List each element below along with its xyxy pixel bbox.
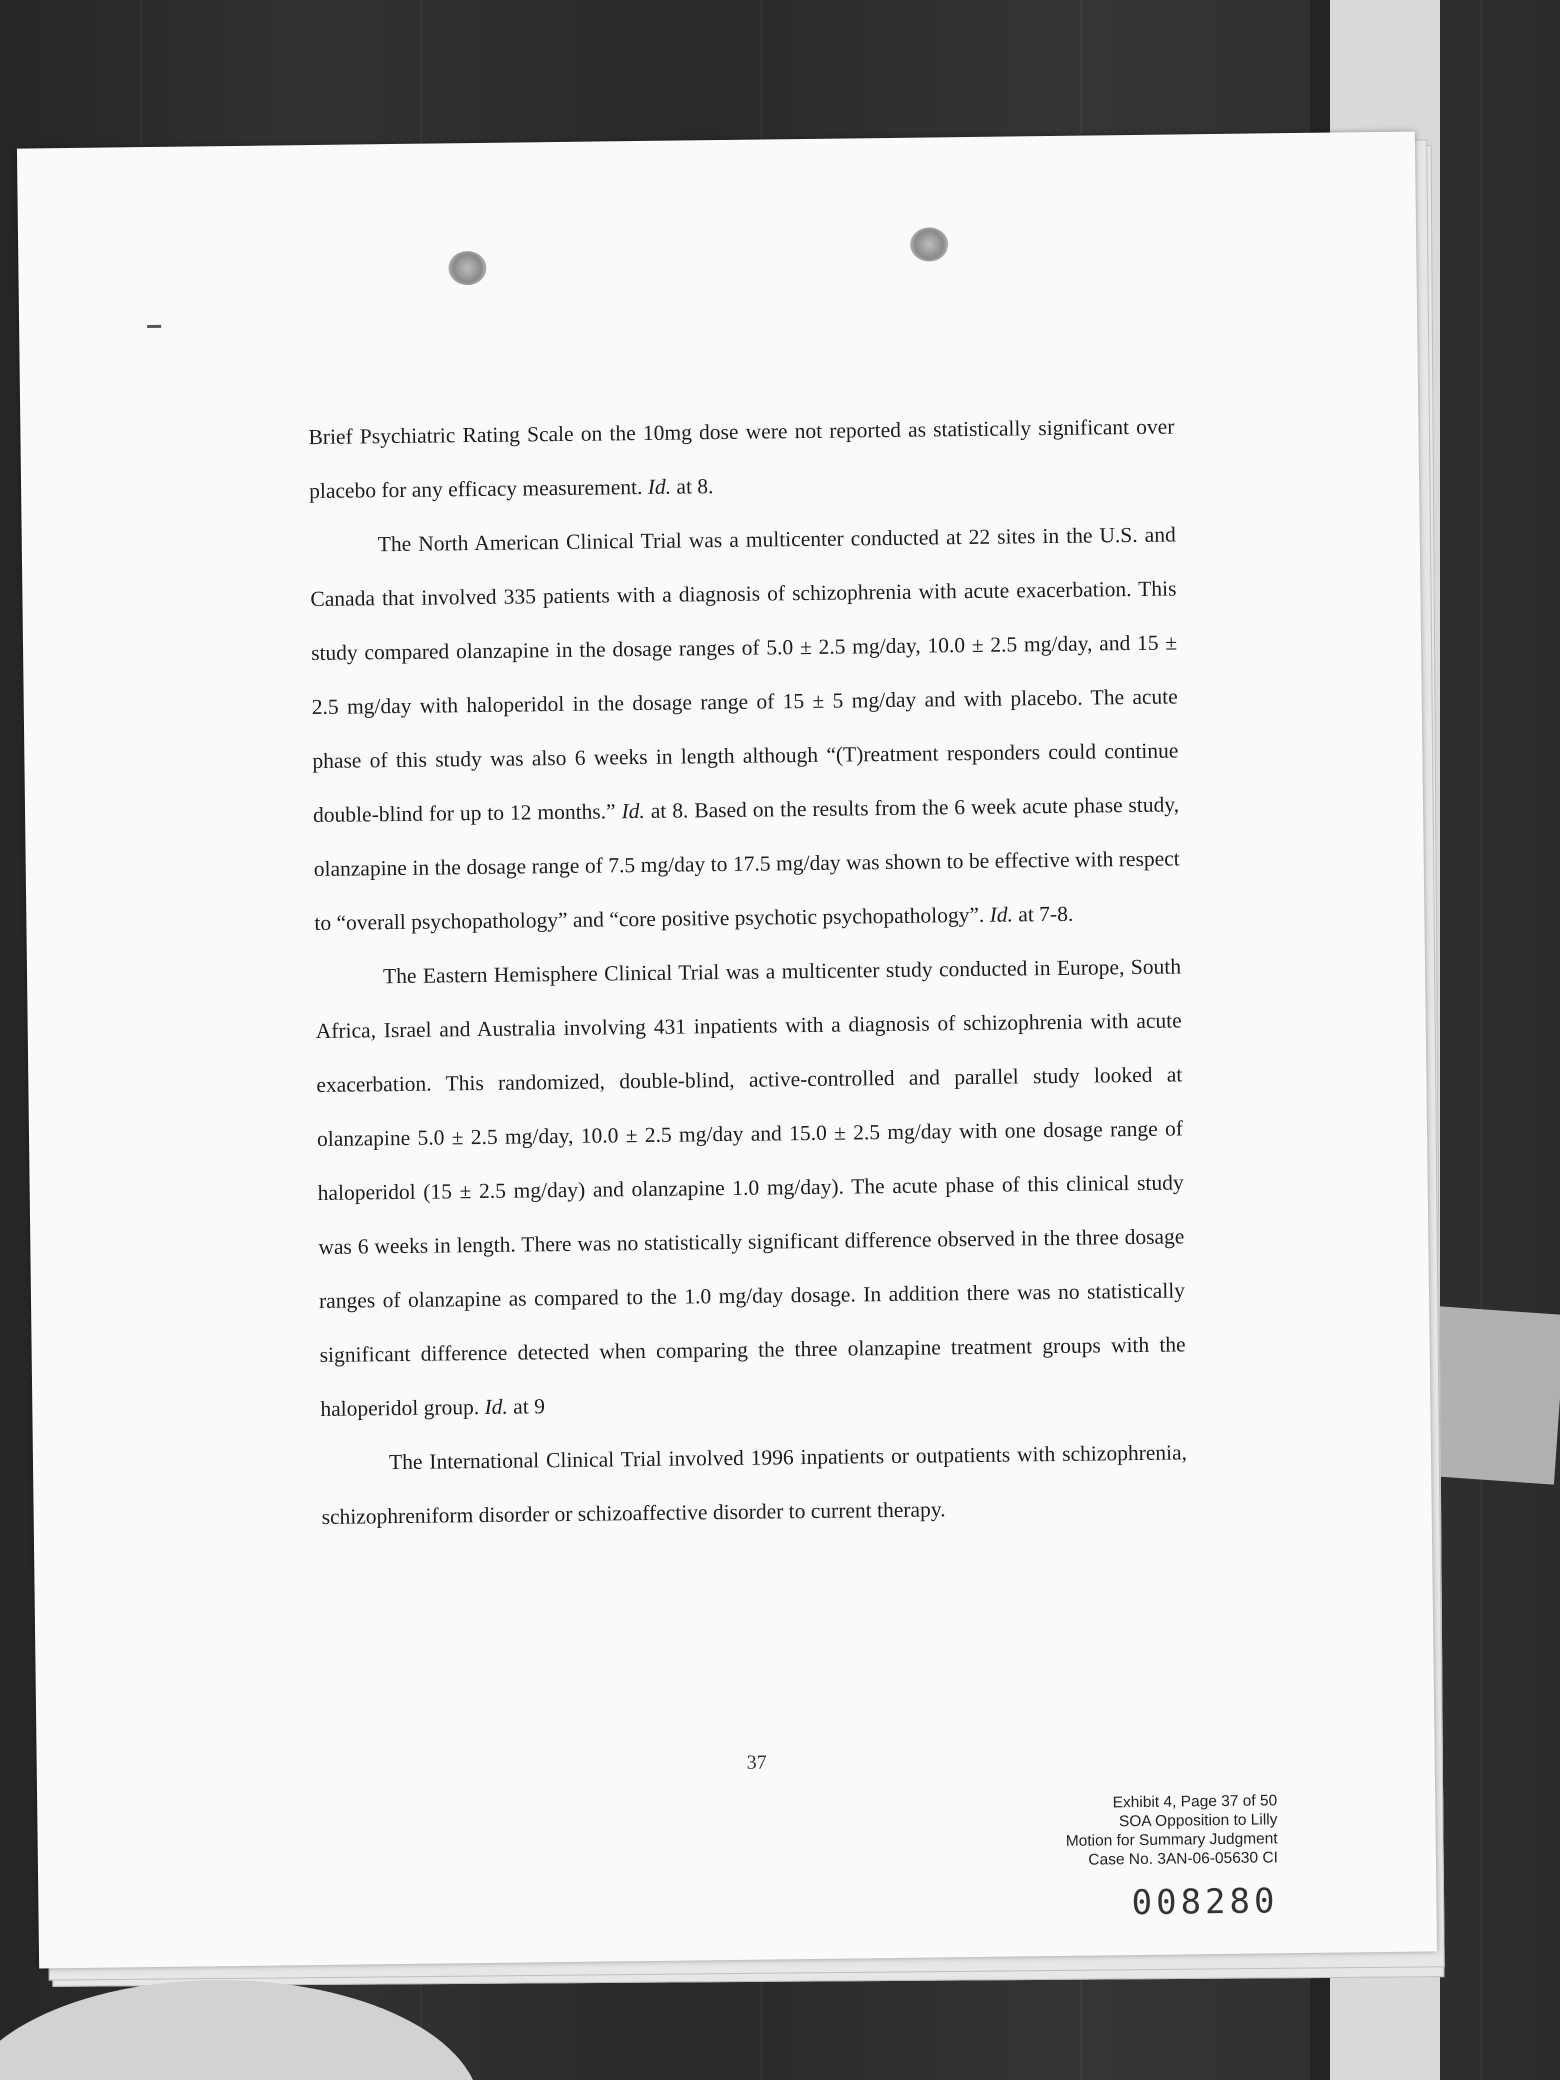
paragraph-text: at 9: [507, 1394, 546, 1419]
exhibit-line: Exhibit 4, Page 37 of 50: [1112, 1792, 1278, 1812]
paragraph-text: The Eastern Hemisphere Clinical Trial was a multicenter study conducted in Europe, South Africa, Israel and Australia involving 431 inpatients with a diagnosis of schizophrenia with acute exacerbation. This randomized, double-blind, active-controlled and parallel study looked at olanzapine 5.0 ± 2.5 mg/day, 10.0 ± 2.5 mg/day and 15.0 ± 2.5 mg/day with one dosage range of haloperidol (15 ± 2.5 mg/day) and olanzapine 1.0 mg/day). The acute phase of this clinical study was 6 weeks in length. There was no statistically significant difference observed in the three dosage ranges of olanzapine as compared to the 1.0 mg/day dosage. In addition there was no statistically significant difference detected when comparing the three olanzapine treatment groups with the haloperidol group.: [315, 954, 1186, 1421]
paragraph: [315, 939, 1187, 1436]
exhibit-line: Motion for Summary Judgment: [1065, 1830, 1278, 1850]
paragraph-text: at 8. Based on the results from the 6 week acute phase study, olanzapine in the dosage range of 7.5 mg/day to 17.5 mg/day was shown to be effective with respect to “overall psychopathology” and “core positive psychotic psychopathology”.: [313, 792, 1180, 936]
paragraph-text: The North American Clinical Trial was a multicenter conducted at 22 sites in the U.S. and Canada that involved 335 patients with a diagnosis of schizophrenia with acute exacerbation. This study compared olanzapine in the dosage ranges of 5.0 ± 2.5 mg/day, 10.0 ± 2.5 mg/day, and 15 ± 2.5 mg/day with haloperidol in the dosage range of 15 ± 5 mg/day and with placebo. The acute phase of this study was also 6 weeks in length although “(T)reatment responders could continue double-blind for up to 12 months.”: [310, 522, 1179, 828]
exhibit-line: SOA Opposition to Lilly: [1118, 1811, 1278, 1831]
body-text: [308, 399, 1188, 1543]
citation-text: Id.: [989, 902, 1014, 927]
paragraph-text: at 8.: [670, 474, 714, 499]
margin-mark: [147, 325, 161, 328]
document-page: [17, 132, 1437, 1969]
page-number: 37: [746, 1751, 767, 1774]
wood-grain: [1480, 0, 1482, 2080]
paragraph: [321, 1425, 1188, 1544]
punch-hole: [448, 251, 486, 285]
exhibit-line: Case No. 3AN-06-05630 CI: [1088, 1849, 1279, 1869]
paragraph: [309, 507, 1180, 950]
bates-number: 008280: [1131, 1881, 1279, 1924]
citation-text: Id.: [621, 798, 646, 824]
punch-hole: [910, 227, 948, 261]
citation-text: Id.: [484, 1394, 508, 1419]
paragraph: [308, 399, 1175, 518]
paragraph-text: Brief Psychiatric Rating Scale on the 10mg dose were not reported as statistically significant over placebo for any efficacy measurement.: [308, 414, 1175, 504]
lamp-object: [0, 1980, 480, 2080]
paragraph-text: The International Clinical Trial involved 1996 inpatients or outpatients with schizophrenia, schizophreniform disorder or schizoaffective disorder to current therapy.: [321, 1440, 1188, 1529]
paragraph-text: at 7-8.: [1012, 901, 1074, 927]
citation-text: Id.: [647, 474, 672, 499]
exhibit-stamp: [937, 1791, 1278, 1871]
